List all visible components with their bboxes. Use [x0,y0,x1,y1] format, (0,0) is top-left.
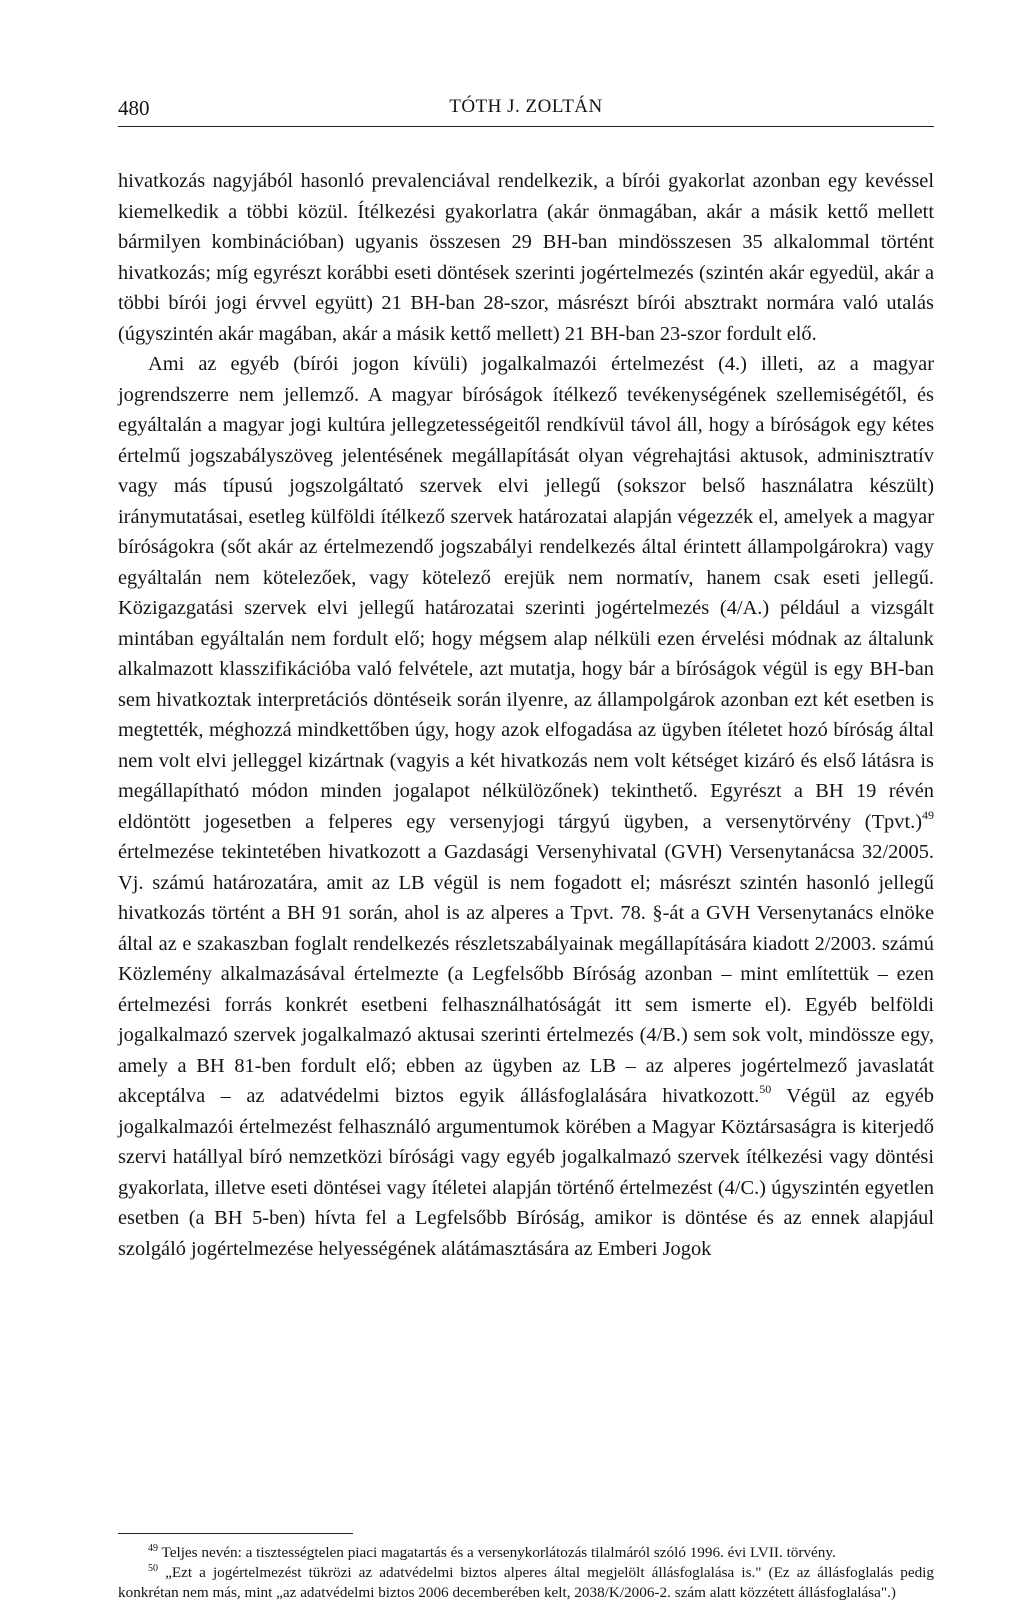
footnote-50 [118,1563,934,1603]
main-text [118,166,934,1264]
paragraph-2-part-a: Ami az egyéb (bírói jogon kívüli) jogalkalmazói értelmezést (4.) illeti, az a magyar jogrendszerre nem jellemző. A magyar bíróságok ítélkező tevékenységének szellemiségétől, és egyáltalán a magyar jogi kultúra jellegzetességeitől rendkívül távol áll, hogy a bíróságok egy kétes értelmű jogszabályszöveg jelentésének megállapítását olyan végrehajtási aktusok, adminisztratív vagy más típusú jogszolgáltató szervek elvi jellegű (sokszor belső használatra készült) iránymutatásai, esetleg külföldi ítélkező szervek határozatai alapján végezzék el, amelyek a magyar bíróságokra (sőt akár az értelmezendő jogszabályi rendelkezés által érintett állampolgárokra) vagy egyáltalán nem kötelezőek, vagy kötelező erejük nem normatív, hanem csak eseti jellegű. Közigazgatási szervek elvi jellegű határozatai szerinti jogértelmezés (4/A.) például a vizsgált mintában egyáltalán nem fordult elő; hogy mégsem alap nélküli ezen érvelési módnak az általunk alkalmazott klasszifikációba való felvétele, azt mutatja, hogy bár a bíróságok végül is egy BH-ban sem hivatkoztak interpretációs döntéseik során ilyenre, az állampolgárok azonban ezt két esetben is megtették, méghozzá mindkettőben úgy, hogy azok elfogadása az ügyben ítéletet hozó bíróság által nem volt elvi jelleggel kizártnak (vagyis a két hivatkozás nem volt kétséget kizáró és első látásra is megállapítható módon minden jogalapot nélkülözőnek) tekinthető. Egyrészt a BH 19 révén eldöntött jogesetben a felperes egy versenyjogi tárgyú ügyben, a versenytörvény (Tpvt.) [118,353,934,833]
paragraph-2-part-c: Végül az egyéb jogalkalmazói értelmezést felhasználó argumentumok körében a Magyar Köztársaságra is kiterjedő szervi hatállyal bíró nemzetközi bírósági vagy egyéb jogalkalmazó szervek ítélkezési vagy döntési gyakorlata, illetve eseti döntései vagy ítéletei alapján történő értelmezést (4/C.) úgyszintén egyetlen esetben (a BH 5-ben) hívta fel a Legfelsőbb Bíróság, amikor is döntése és az ennek alapjául szolgáló jogértelmezése helyességének alátámasztására az Emberi Jogok [118,1085,934,1260]
footnote-50-text: „Ezt a jogértelmezést tükrözi az adatvédelmi biztos alperes által megjelölt állásfoglalása is." (Ez az állásfoglalás pedig konkrétan nem más, mint „az adatvédelmi biztos 2006 decemberében kelt, 2038/K/2006-2. szám alatt közzétett állásfoglalása".) [118,1564,934,1601]
footnote-49-text: Teljes nevén: a tisztességtelen piaci magatartás és a versenykorlátozás tilalmáról szóló 1996. évi LVII. törvény. [158,1544,836,1561]
footnote-ref-49[interactable]: 49 [922,807,934,822]
running-head: TÓTH J. ZOLTÁN [449,96,603,117]
page-number: 480 [118,96,150,120]
footnote-ref-50[interactable]: 50 [759,1082,772,1096]
paragraph-2-part-b: értelmezése tekintetében hivatkozott a Gazdasági Versenyhivatal (GVH) Versenytanácsa 32/2005. Vj. számú határozatára, amit az LB végül is nem fogadott el; másrészt szintén hasonló jellegű hivatkozás történt a BH 91 során, ahol is az alperes a Tpvt. 78. §-át a GVH Versenytanács elnöke által az e szakaszban foglalt rendelkezés részletszabályainak megállapítására kiadott 2/2003. számú Közlemény alkalmazásával értelmezte (a Legfelsőbb Bíróság azonban – mint említettük – ezen értelmezési forrás konkrét esetbeni felhasználhatóságát itt sem ismerte el). Egyéb belföldi jogalkalmazó szervek jogalkalmazó aktusai szerinti értelmezés (4/B.) sem sok volt, mindössze egy, amely a BH 81-ben fordult elő; ebben az ügyben az LB – az alperes jogértelmező javaslatát akceptálva – az adatvédelmi biztos egyik állásfoglalására hivatkozott. [118,841,934,1107]
paragraph-1: hivatkozás nagyjából hasonló prevalenciával rendelkezik, a bírói gyakorlat azonban egy kevéssel kiemelkedik a többi közül. Ítélkezési gyakorlatra (akár önmagában, akár a másik kettő mellett bármilyen kombinációban) ugyanis összesen 29 BH-ban mindösszesen 35 alkalommal történt hivatkozás; míg egyrészt korábbi eseti döntések szerinti jogértelmezés (szintén akár egyedül, akár a többi bírói jogi érvvel együtt) 21 BH-ban 28-szor, másrészt bírói absztrakt normára való utalás (úgyszintén akár magában, akár a másik kettő mellett) 21 BH-ban 23-szor fordult elő. [118,170,934,345]
paragraph-2 [118,349,934,1264]
footnotes [118,1543,934,1603]
footnote-divider [118,1533,353,1534]
footnote-number-50: 50 [148,1563,158,1574]
footnote-number-49: 49 [148,1543,158,1554]
page-header [118,96,934,127]
footnote-49 [118,1543,934,1563]
